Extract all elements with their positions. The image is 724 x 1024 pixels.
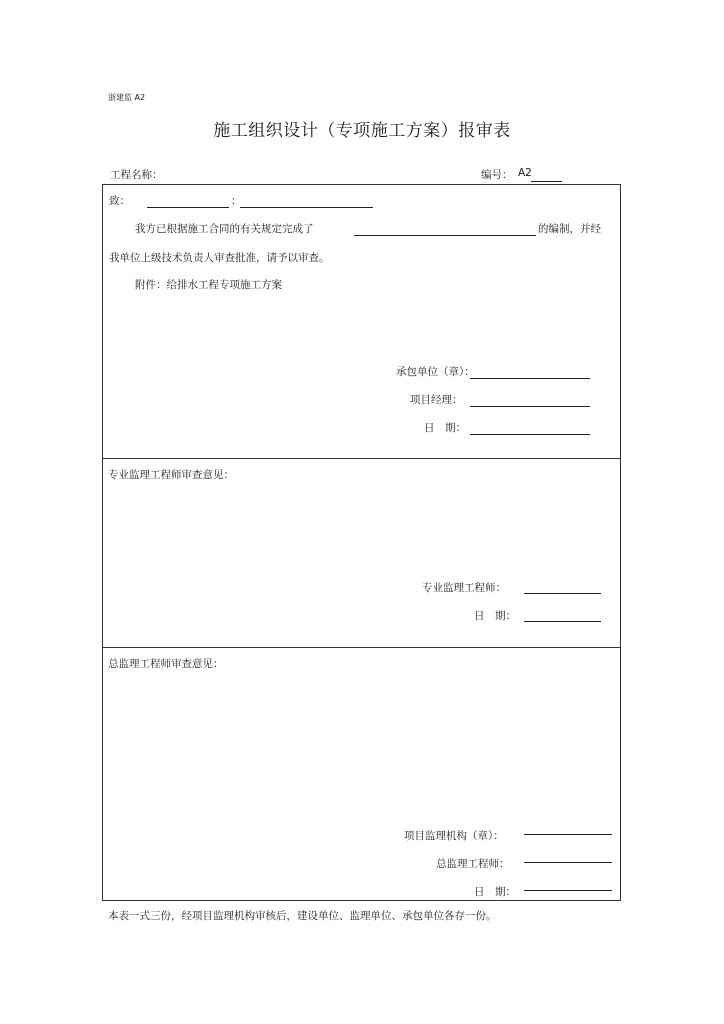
section-divider-2	[102, 647, 621, 648]
date-label-1: 日 期：	[424, 422, 466, 434]
engineer-line	[524, 593, 601, 594]
addressee-line-2	[240, 207, 373, 208]
addressee-label: 致：	[109, 195, 130, 207]
contractor-label: 承包单位（章）：	[396, 366, 475, 378]
addressee-line-1	[147, 207, 229, 208]
number-label: 编号：	[481, 169, 513, 181]
plan-name-line	[354, 235, 536, 236]
date-line-1	[470, 434, 590, 435]
document-code: 浙建监 A2	[108, 93, 146, 102]
submission-text-suffix: 的编制，并经	[538, 223, 601, 235]
submission-text-2: 我单位上级技术负责人审查批准，请予以审查。	[109, 252, 330, 264]
section-divider-1	[102, 458, 621, 459]
engineer-opinion-heading: 专业监理工程师审查意见：	[108, 469, 234, 481]
number-underline	[531, 181, 562, 182]
agency-label: 项目监理机构（章）：	[404, 830, 504, 842]
date-line-2	[524, 621, 601, 622]
date-label-3: 日 期：	[474, 886, 516, 898]
manager-line	[470, 406, 590, 407]
date-label-2: 日 期：	[474, 610, 516, 622]
project-name-label: 工程名称：	[110, 169, 163, 181]
contractor-line	[470, 378, 590, 379]
engineer-label: 专业监理工程师：	[422, 582, 506, 594]
submission-text-1: 我方已根据施工合同的有关规定完成了	[135, 223, 314, 235]
chief-opinion-heading: 总监理工程师审查意见：	[108, 658, 224, 670]
number-value: A2	[518, 167, 532, 179]
footer-note: 本表一式三份，经项目监理机构审核后，建设单位、监理单位、承包单位各存一份。	[108, 910, 497, 922]
chief-engineer-label: 总监理工程师：	[436, 858, 510, 870]
agency-line	[524, 834, 612, 835]
manager-label: 项目经理：	[410, 394, 463, 406]
attachment-text: 附件：给排水工程专项施工方案	[135, 279, 282, 291]
page-title: 施工组织设计（专项施工方案）报审表	[213, 121, 511, 141]
addressee-colon: ：	[231, 195, 242, 207]
chief-engineer-line	[524, 862, 612, 863]
date-line-3	[524, 890, 612, 891]
